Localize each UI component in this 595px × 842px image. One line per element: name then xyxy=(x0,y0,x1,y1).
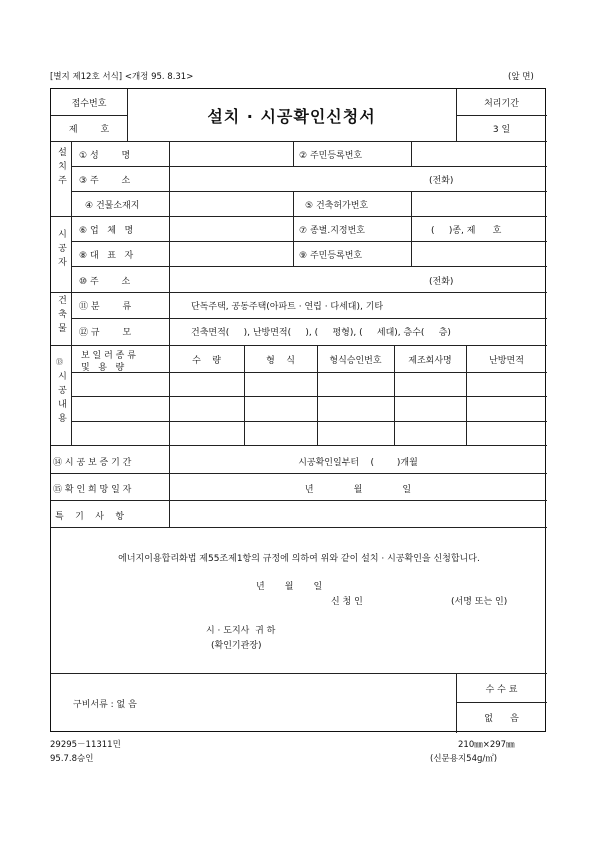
item-15: ⑮ 확 인 희 망 일 자 xyxy=(53,485,132,495)
item-11: ⑪ 분 류 xyxy=(79,302,132,312)
registration-label: 종별.지정번호 xyxy=(309,226,365,236)
approval-date: 95.7.8승인 xyxy=(50,754,94,764)
application-form xyxy=(50,88,546,732)
item-10: ⑩ 주 소 xyxy=(79,277,131,287)
contractor-rrn-label: 주민등록번호 xyxy=(309,251,363,261)
item-6: ⑥ 업 체 명 xyxy=(79,226,134,236)
installer-name-field[interactable] xyxy=(170,142,292,165)
warranty-value[interactable]: 시공확인일부터 ( )개월 xyxy=(298,458,418,468)
receipt-number-label: 접수번호 xyxy=(71,99,107,109)
receipt-number-field[interactable]: 제 호 xyxy=(68,125,110,135)
building-group-label: 건축물 xyxy=(56,295,66,337)
contractor-phone-label: (전화) xyxy=(429,277,454,287)
quantity-header: 수 량 xyxy=(192,356,221,366)
building-location-label: 건물소재지 xyxy=(95,201,140,211)
fee-label: 수 수 료 xyxy=(485,685,518,695)
processing-period-label: 처리기간 xyxy=(484,99,519,109)
paper-type: (신문용지54g/㎡) xyxy=(430,754,498,764)
construction-content-label: 시공내용 xyxy=(56,371,66,427)
boiler-kind-header-2: 및 용 량 xyxy=(81,363,125,373)
installer-address-field[interactable] xyxy=(170,167,420,190)
signature-label[interactable]: (서명 또는 인) xyxy=(451,597,508,607)
installer-rrn-field[interactable] xyxy=(412,142,546,165)
processing-period-value: 3 일 xyxy=(492,125,511,135)
contractor-group-label: 시공자 xyxy=(56,229,66,271)
desired-date-label: 확 인 희 망 일 자 xyxy=(64,485,132,495)
recipient-label: 시 · 도지사 귀 하 xyxy=(206,626,276,636)
form-title: 설치 · 시공확인신청서 xyxy=(207,107,376,126)
contractor-address-label: 주 소 xyxy=(89,277,131,287)
item-3: ③ 주 소 xyxy=(79,176,131,186)
heating-area-header: 난방면적 xyxy=(489,356,524,366)
item-2: ② 주민등록번호 xyxy=(299,151,363,161)
agency-label: (확인기관장) xyxy=(211,641,262,651)
type-header: 형 식 xyxy=(266,356,295,366)
scale-value[interactable]: 건축면적( ), 난방면적( ), ( 평형), ( 세대), 층수( 층) xyxy=(191,328,451,338)
scale-label: 규 모 xyxy=(90,328,132,338)
declaration-date[interactable]: 년 월 일 xyxy=(256,582,323,592)
item-8: ⑧ 대 표 자 xyxy=(79,251,134,261)
item-12: ⑫ 규 모 xyxy=(79,328,132,338)
registration-value[interactable]: ( )종, 제 호 xyxy=(431,226,502,236)
classification-label: 분 류 xyxy=(90,302,132,312)
installer-phone-label: (전화) xyxy=(429,176,454,186)
name-label: 성 명 xyxy=(89,151,131,161)
item-14: ⑭ 시 공 보 증 기 간 xyxy=(53,458,132,468)
desired-date-value[interactable]: 년 월 일 xyxy=(304,485,412,495)
classification-value[interactable]: 단독주택, 공동주택(아파트 · 연립 · 다세대), 기타 xyxy=(191,302,384,312)
form-number: [별지 제12호 서식] <개정 95. 8.31> xyxy=(50,72,194,82)
declaration-text: 에너지이용합리화법 제55조제1항의 규정에 의하여 위와 같이 설치 · 시공확인을 신청합니다. xyxy=(118,554,480,564)
rrn-label: 주민등록번호 xyxy=(309,151,363,161)
item-13: ⑬ xyxy=(56,358,63,366)
installer-group-label: 설치주 xyxy=(56,147,66,189)
permit-number-label: 건축허가번호 xyxy=(315,201,369,211)
page-side: (앞 면) xyxy=(508,72,534,82)
special-notes-label: 특 기 사 항 xyxy=(55,512,125,522)
required-documents: 구비서류 : 없 음 xyxy=(73,700,137,710)
item-5: ⑤ 건축허가번호 xyxy=(305,201,369,211)
manufacturer-header: 제조회사명 xyxy=(408,356,452,366)
paper-size: 210㎜×297㎜ xyxy=(458,740,515,750)
company-name-label: 업 체 명 xyxy=(89,226,134,236)
fee-value: 없 음 xyxy=(484,714,519,724)
item-4: ④ 건물소재지 xyxy=(85,201,140,211)
approval-number-header: 형식승인번호 xyxy=(329,356,382,366)
special-notes-field[interactable] xyxy=(170,501,546,526)
representative-label: 대 표 자 xyxy=(89,251,134,261)
item-9: ⑨ 주민등록번호 xyxy=(299,251,363,261)
applicant-label: 신 청 인 xyxy=(331,597,363,607)
item-7: ⑦ 종별.지정번호 xyxy=(299,226,365,236)
address-label: 주 소 xyxy=(89,176,131,186)
form-code: 29295－11311민 xyxy=(50,740,121,750)
item-1: ① 성 명 xyxy=(79,151,131,161)
boiler-kind-header-1: 보 일 러 종 류 xyxy=(81,351,136,361)
warranty-label: 시 공 보 증 기 간 xyxy=(64,458,132,468)
